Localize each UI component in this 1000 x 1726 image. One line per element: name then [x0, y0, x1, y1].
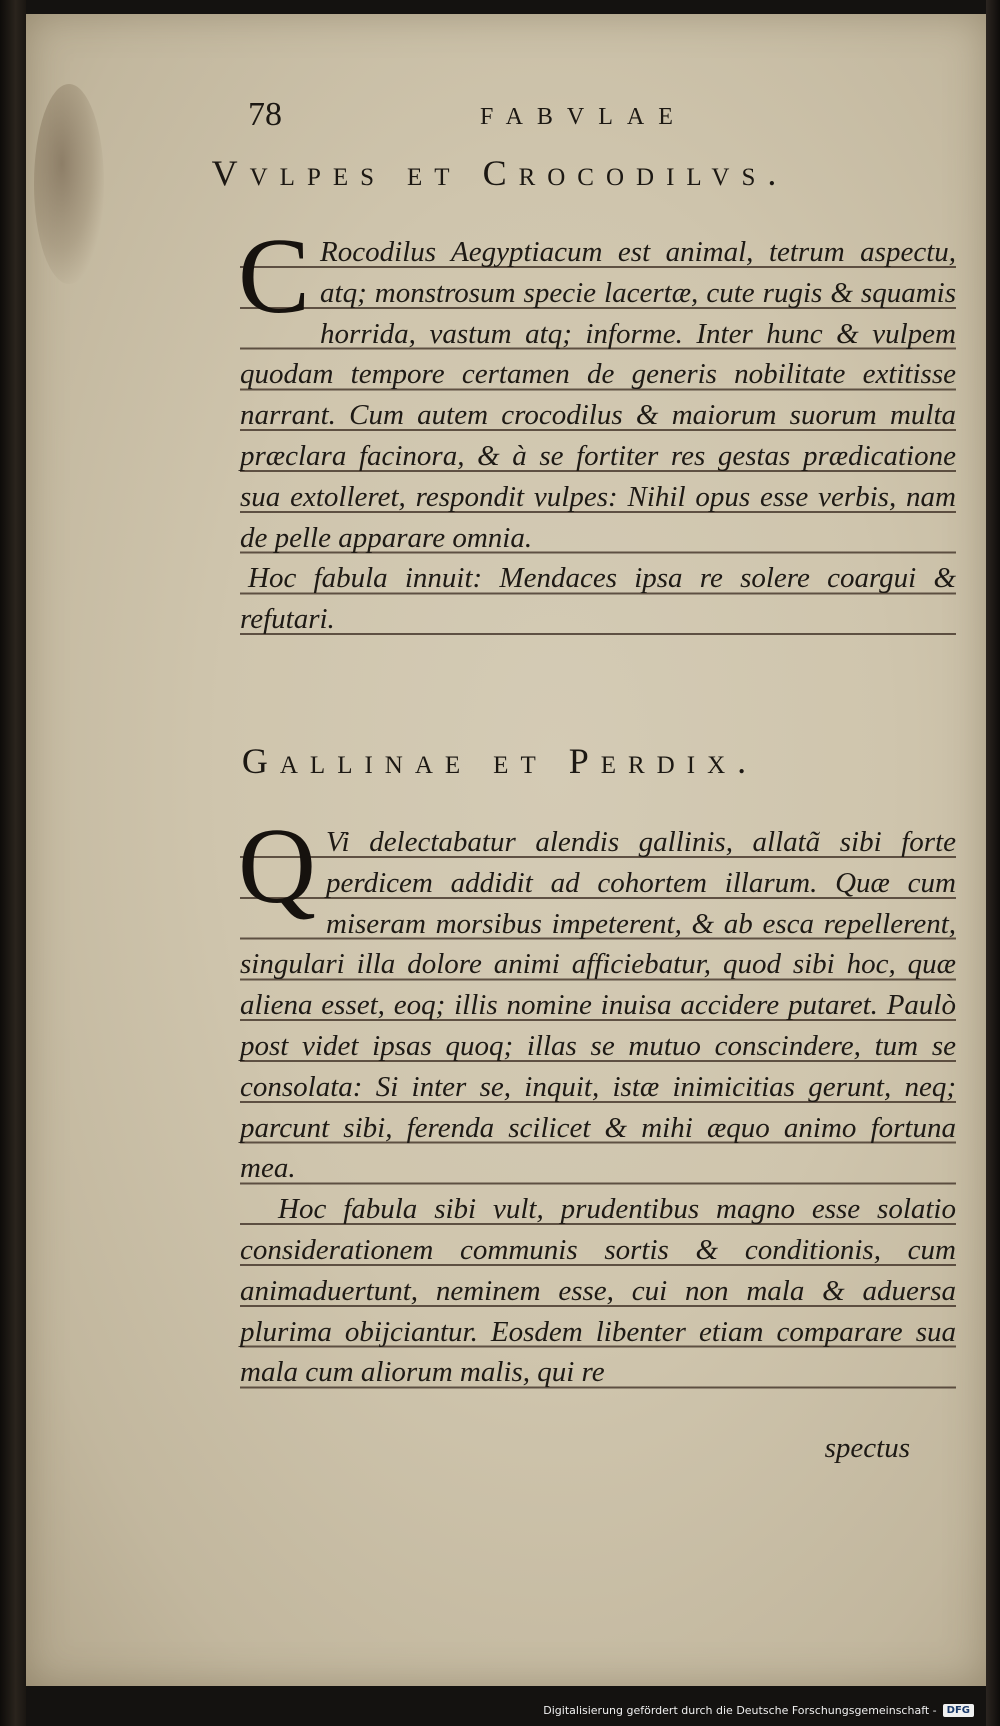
drop-cap: C [238, 217, 311, 336]
drop-cap: Q [238, 807, 316, 926]
credit-text: Digitalisierung gefördert durch die Deutsche Forschungsgemeinschaft - [543, 1704, 937, 1717]
fable-body [238, 807, 956, 1393]
fable-body [238, 217, 956, 640]
page-header [248, 96, 868, 136]
fable-moral: Hoc fabula sibi vult, prudentibus magno esse solatio considerationem communis sortis & conditionis, cum animaduertunt, neminem esse, cui non mala & aduersa plurima obijciantur. Eosdem libenter etiam comparare sua mala cum aliorum malis, qui re [240, 1193, 956, 1389]
dfg-logo: DFG [943, 1704, 974, 1717]
fable-moral: Hoc fabula innuit: Mendaces ipsa re solere coargui & refutari. [240, 562, 956, 636]
book-binding-edge [0, 0, 26, 1726]
fable-text [238, 807, 956, 1189]
catchword: spectus [824, 1432, 910, 1464]
fable-title: Gallinae et Perdix. [241, 741, 759, 781]
digitization-credit [543, 1704, 974, 1717]
page-number: 78 [248, 96, 282, 133]
fable-paragraph: Vi delectabatur alendis gallinis, allatã sibi forte perdicem addidit ad cohortem illarum. Quæ cum miseram morsibus impeterent, & ab esca repellerent, singulari illa dolore animi afficiebatur, quod sibi hoc, quæ aliena esset, eoq; illis nomine inuisa accidere putaret. Paulò post videt ipsas quoq; illas se mutuo conscindere, tum se consolata: Si inter se, inquit, istæ inimicitias gerunt, neq; parcunt sibi, ferenda scilicet & mihi æquo animo fortuna mea. [240, 826, 956, 1185]
page-right-edge [986, 0, 1000, 1726]
fable-title: Vvlpes et Crocodilvs. [211, 153, 789, 193]
running-head: FABVLAE [480, 104, 687, 130]
fable-text [238, 217, 956, 558]
fable-paragraph: Rocodilus Aegyptiacum est animal, tetrum aspectu, atq; monstrosum specie lacertæ, cute rugis & squamis horrida, vastum atq; informe. Inter hunc & vulpem quodam tempore certamen de generis nobilitate extitisse narrant. Cum autem crocodilus & maiorum suorum multa præclara facinora, & à se fortiter res gestas prædicatione sua extolleret, respondit vulpes: Nihil opus esse verbis, nam de pelle apparare omnia. [240, 236, 956, 554]
